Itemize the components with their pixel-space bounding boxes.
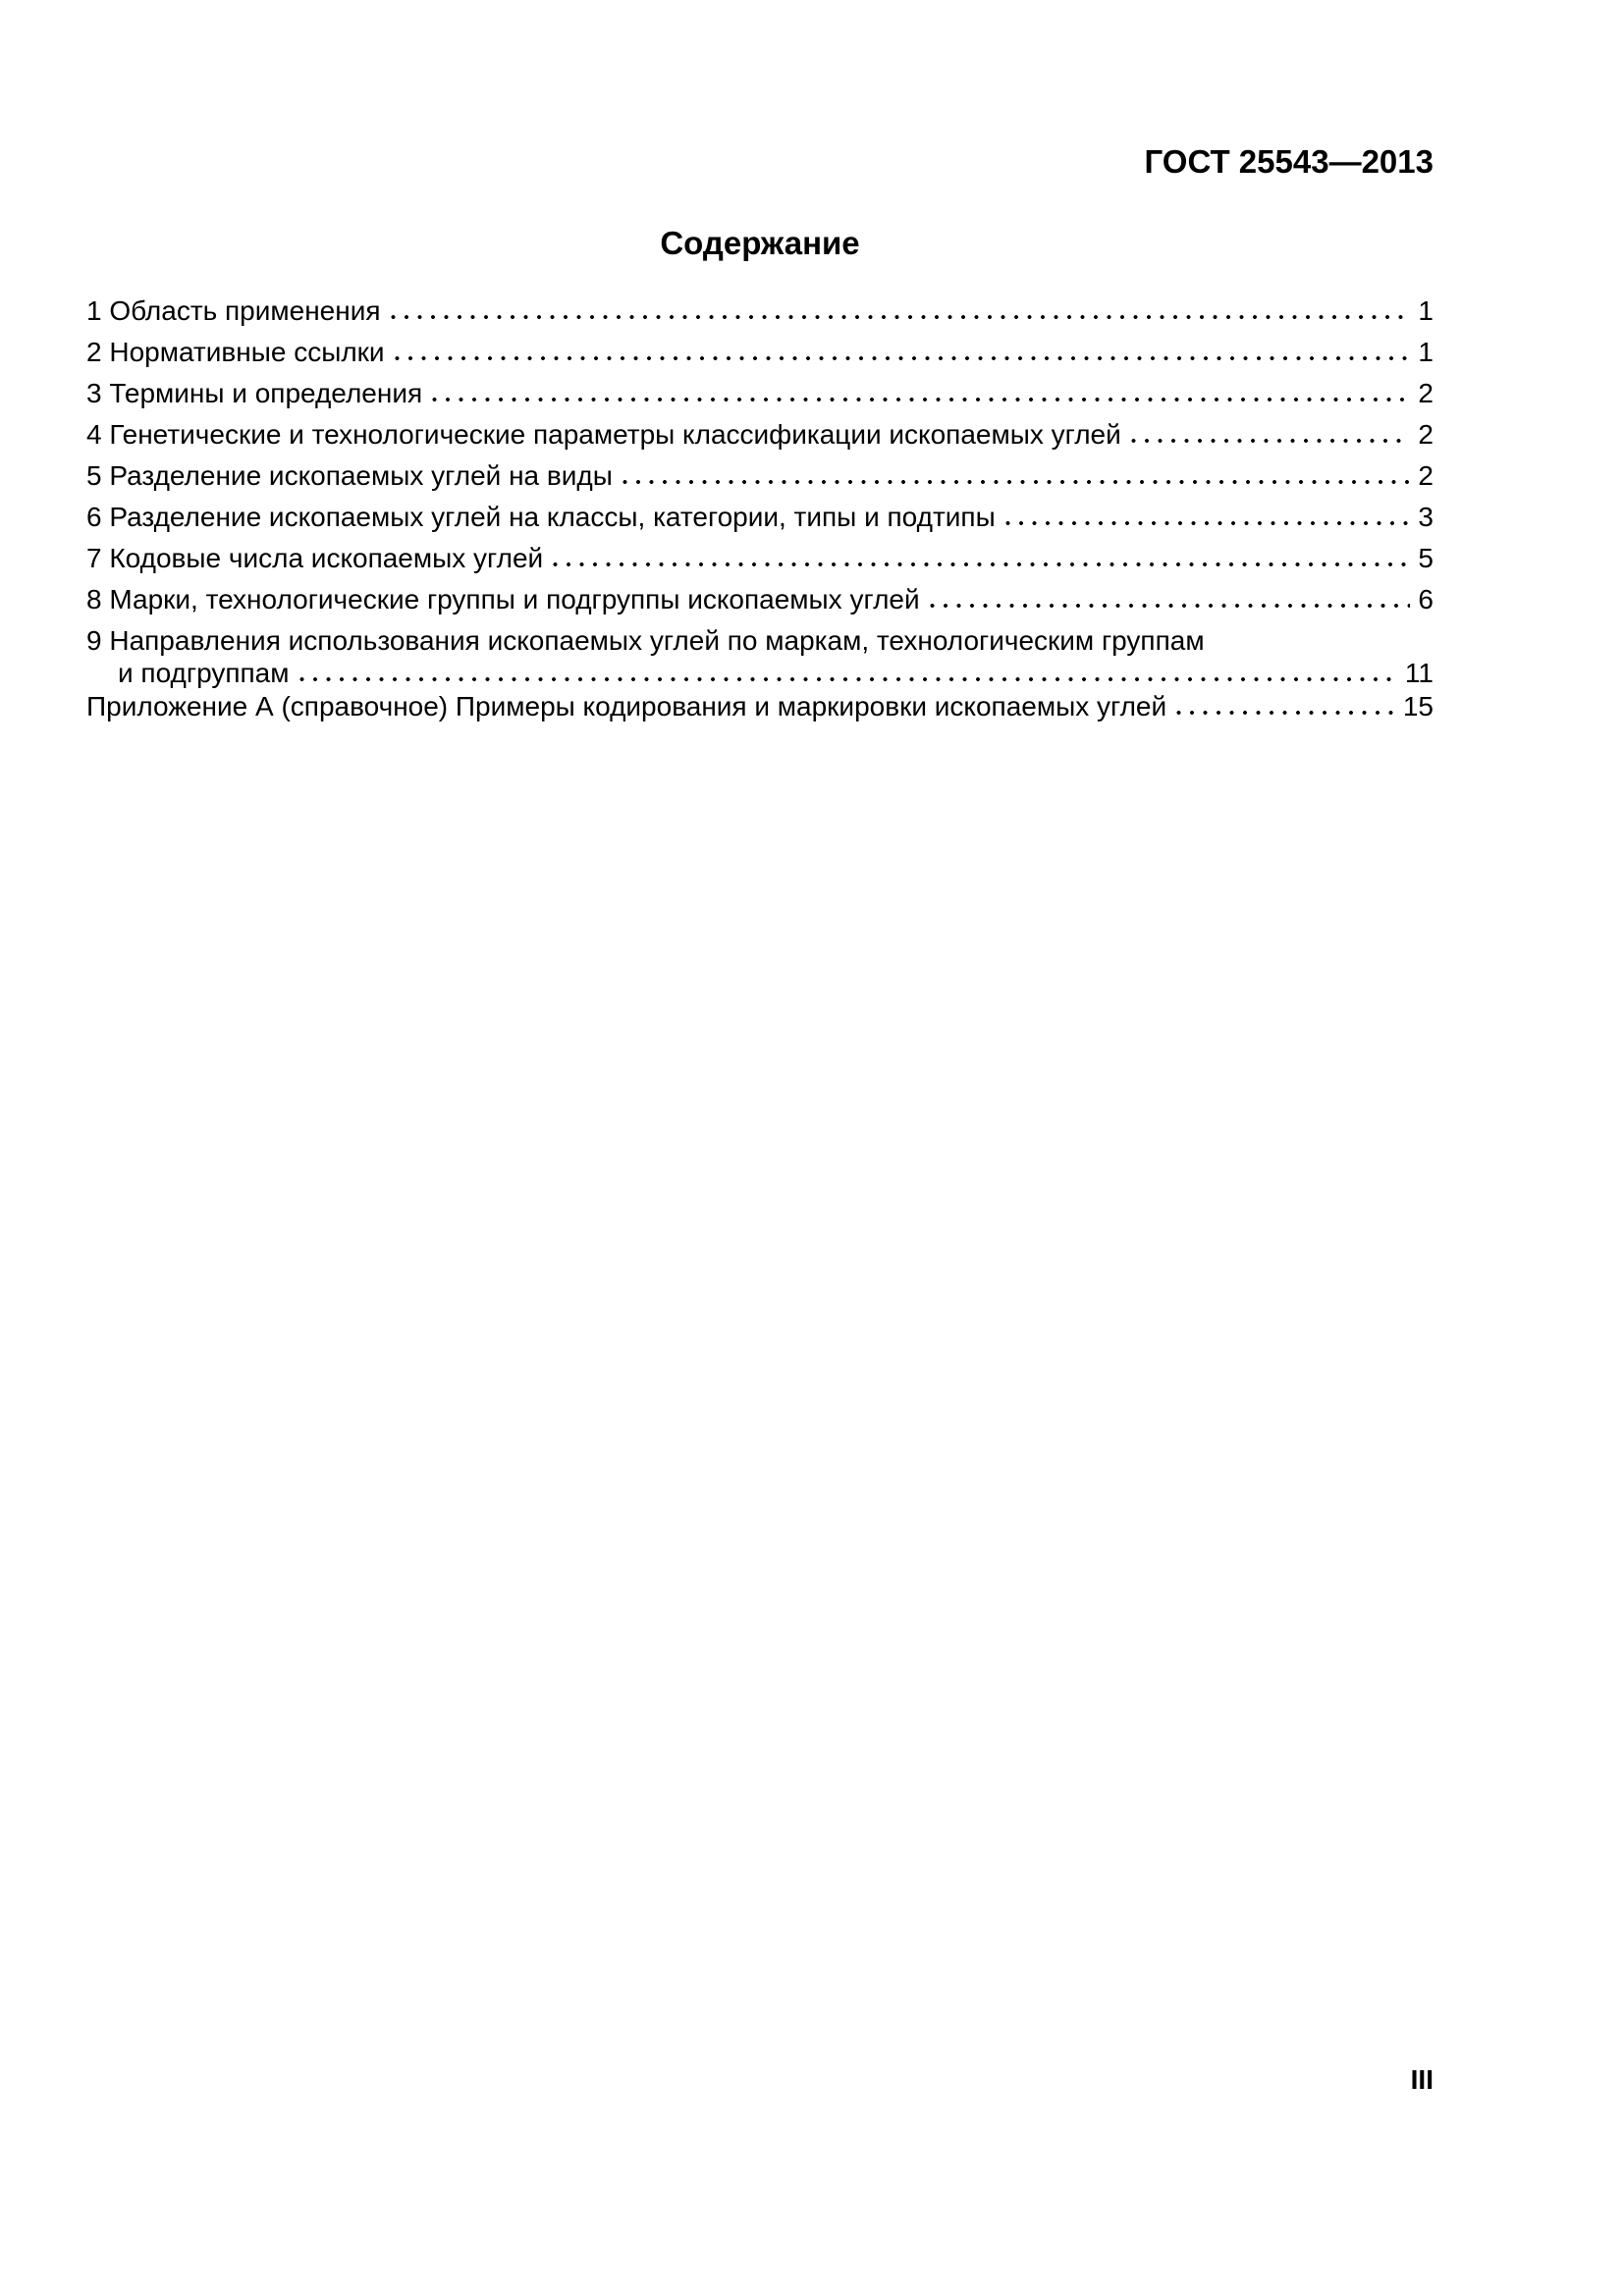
toc-page-number: 3	[1418, 502, 1434, 532]
toc-page-number: 2	[1418, 378, 1434, 408]
toc-page-number: 6	[1418, 584, 1434, 614]
toc-entry-title: 3 Термины и определения	[86, 378, 423, 408]
toc-entry-line	[86, 421, 1434, 449]
dot-leader	[1176, 710, 1395, 716]
toc-page-number: 15	[1402, 691, 1434, 721]
dot-leader	[391, 314, 1411, 320]
toc-entry-title: 6 Разделение ископаемых углей на классы, категории, типы и подтипы	[86, 502, 996, 532]
toc-entry-line	[86, 627, 1434, 655]
toc-page-number: 5	[1418, 543, 1434, 573]
toc-entry-line	[86, 339, 1434, 366]
toc-entry-title: 9 Направления использования ископаемых углей по маркам, технологическим группам	[86, 625, 1205, 656]
page-number: III	[1410, 2064, 1434, 2095]
toc-page-number: 1	[1418, 295, 1434, 326]
running-header-document-code: ГОСТ 25543—2013	[1144, 143, 1434, 180]
toc-page-number: 2	[1418, 419, 1434, 450]
toc-entry-line	[86, 297, 1434, 325]
toc-entry-title: 7 Кодовые числа ископаемых углей	[86, 543, 544, 573]
toc-entry-line	[86, 380, 1434, 407]
toc-entry-title: 1 Область применения	[86, 295, 381, 326]
toc-page-number: 2	[1418, 460, 1434, 491]
toc-page-number: 1	[1418, 337, 1434, 367]
table-of-contents	[86, 297, 1434, 734]
dot-leader	[1131, 438, 1411, 444]
toc-entry-line	[86, 462, 1434, 490]
toc-page-number: 11	[1404, 658, 1434, 688]
dot-leader	[1005, 520, 1411, 526]
page-title: Содержание	[660, 225, 860, 261]
dot-leader	[553, 561, 1410, 567]
toc-entry-title: 8 Марки, технологические группы и подгруппы ископаемых углей	[86, 584, 920, 614]
toc-entry-line	[86, 660, 1434, 687]
dot-leader	[299, 676, 1397, 682]
toc-entry-title: и подгруппам	[118, 658, 290, 688]
toc-entry-line	[86, 545, 1434, 572]
toc-entry-title: 2 Нормативные ссылки	[86, 337, 385, 367]
toc-entry-line	[86, 504, 1434, 531]
toc-entry-title: 5 Разделение ископаемых углей на виды	[86, 460, 613, 491]
dot-leader	[432, 397, 1410, 402]
toc-entry-line	[86, 586, 1434, 614]
dot-leader	[930, 603, 1411, 609]
toc-entry-title: 4 Генетические и технологические параметры классификации ископаемых углей	[86, 419, 1121, 450]
toc-entry-line	[86, 693, 1434, 721]
toc-entry-title: Приложение А (справочное) Примеры кодирования и маркировки ископаемых углей	[86, 691, 1167, 721]
dot-leader	[623, 479, 1411, 485]
dot-leader	[395, 355, 1411, 361]
